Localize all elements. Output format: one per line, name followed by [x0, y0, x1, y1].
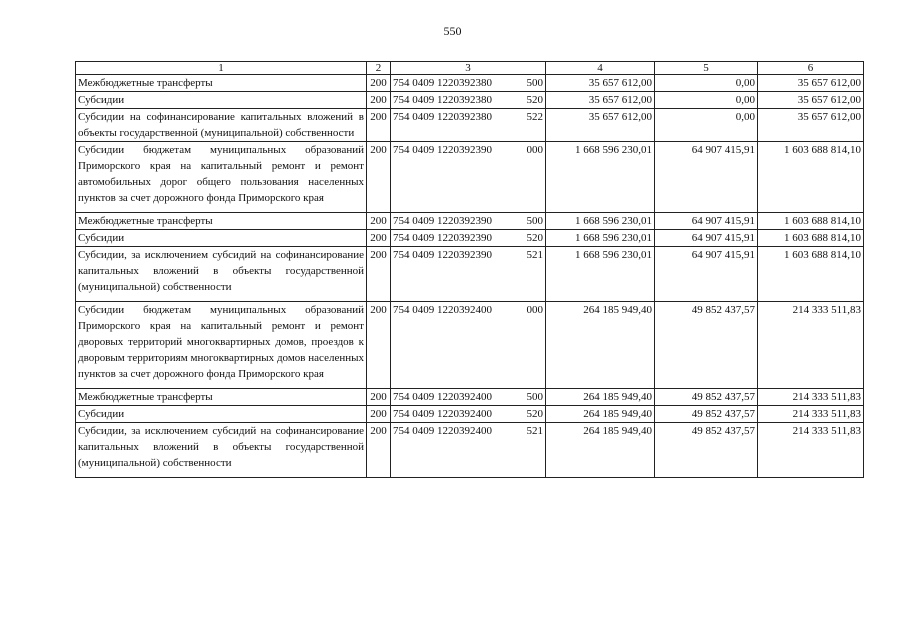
row-col-5: 0,00: [655, 109, 758, 142]
row-code-cell: [391, 75, 546, 92]
row-expense-type: 000: [526, 144, 543, 156]
row-col-6: 35 657 612,00: [758, 75, 864, 92]
row-expense-type: 500: [526, 215, 543, 227]
row-code-cell: [391, 247, 546, 302]
row-classification-code: 754 0409 1220392380: [393, 77, 492, 89]
row-name: Межбюджетные трансферты: [76, 213, 367, 230]
row-col-2: 200: [367, 423, 391, 478]
row-col-6: 35 657 612,00: [758, 109, 864, 142]
row-name: Субсидии бюджетам муниципальных образований Приморского края на капитальный ремонт и ремонт дворовых территорий многоквартирных домов, проездов к дворовым территориям многоквартирных домов населенных пунктов за счет дорожного фонда Приморского края: [76, 302, 367, 389]
row-name: Субсидии, за исключением субсидий на софинансирование капитальных вложений в объекты государственной (муниципальной) собственности: [76, 247, 367, 302]
row-col-4: 35 657 612,00: [546, 75, 655, 92]
row-classification-code: 754 0409 1220392380: [393, 94, 492, 106]
row-col-5: 49 852 437,57: [655, 423, 758, 478]
row-code-cell: [391, 230, 546, 247]
row-classification-code: 754 0409 1220392390: [393, 144, 492, 156]
table-row: [76, 230, 864, 247]
row-classification-code: 754 0409 1220392400: [393, 304, 492, 316]
row-col-5: 0,00: [655, 92, 758, 109]
table-row: [76, 389, 864, 406]
row-expense-type: 521: [526, 249, 543, 261]
table-body: [76, 75, 864, 478]
table-row: [76, 302, 864, 389]
row-name: Субсидии бюджетам муниципальных образований Приморского края на капитальный ремонт и ремонт автомобильных дорог общего пользования населенных пунктов за счет дорожного фонда Приморского края: [76, 142, 367, 213]
row-code-cell: [391, 142, 546, 213]
row-col-2: 200: [367, 92, 391, 109]
row-col-2: 200: [367, 75, 391, 92]
row-expense-type: 500: [526, 391, 543, 403]
row-name: Субсидии: [76, 92, 367, 109]
row-classification-code: 754 0409 1220392400: [393, 408, 492, 420]
row-expense-type: 000: [526, 304, 543, 316]
table-row: [76, 247, 864, 302]
budget-table: [75, 61, 864, 478]
table-row: [76, 406, 864, 423]
page-number: 550: [443, 24, 462, 38]
row-code-cell: [391, 302, 546, 389]
row-col-2: 200: [367, 213, 391, 230]
row-col-6: 1 603 688 814,10: [758, 213, 864, 230]
row-classification-code: 754 0409 1220392400: [393, 425, 492, 437]
table-row: [76, 213, 864, 230]
row-col-6: 1 603 688 814,10: [758, 142, 864, 213]
row-code-cell: [391, 109, 546, 142]
row-col-6: 214 333 511,83: [758, 423, 864, 478]
row-col-2: 200: [367, 389, 391, 406]
row-col-4: 264 185 949,40: [546, 423, 655, 478]
row-col-6: 214 333 511,83: [758, 302, 864, 389]
row-col-4: 264 185 949,40: [546, 389, 655, 406]
row-name: Субсидии на софинансирование капитальных вложений в объекты государственной (муниципальной) собственности: [76, 109, 367, 142]
row-code-cell: [391, 389, 546, 406]
row-col-4: 1 668 596 230,01: [546, 247, 655, 302]
row-col-2: 200: [367, 230, 391, 247]
row-expense-type: 520: [526, 94, 543, 106]
row-col-4: 264 185 949,40: [546, 406, 655, 423]
row-col-6: 214 333 511,83: [758, 406, 864, 423]
row-expense-type: 520: [526, 408, 543, 420]
table-row: [76, 142, 864, 213]
row-name: Межбюджетные трансферты: [76, 389, 367, 406]
row-col-4: 1 668 596 230,01: [546, 213, 655, 230]
row-col-5: 64 907 415,91: [655, 213, 758, 230]
header-col-4: 4: [546, 62, 655, 75]
row-code-cell: [391, 213, 546, 230]
row-code-cell: [391, 92, 546, 109]
row-col-4: 35 657 612,00: [546, 109, 655, 142]
table-row: [76, 92, 864, 109]
row-col-4: 264 185 949,40: [546, 302, 655, 389]
row-col-2: 200: [367, 109, 391, 142]
row-col-5: 49 852 437,57: [655, 389, 758, 406]
row-classification-code: 754 0409 1220392400: [393, 391, 492, 403]
row-col-4: 1 668 596 230,01: [546, 230, 655, 247]
row-col-6: 1 603 688 814,10: [758, 230, 864, 247]
row-col-5: 64 907 415,91: [655, 142, 758, 213]
row-expense-type: 522: [526, 111, 543, 123]
row-classification-code: 754 0409 1220392390: [393, 232, 492, 244]
row-col-6: 214 333 511,83: [758, 389, 864, 406]
table-row: [76, 423, 864, 478]
header-col-6: 6: [758, 62, 864, 75]
row-col-5: 64 907 415,91: [655, 230, 758, 247]
row-col-2: 200: [367, 247, 391, 302]
row-col-5: 64 907 415,91: [655, 247, 758, 302]
row-col-5: 49 852 437,57: [655, 406, 758, 423]
header-col-1: 1: [76, 62, 367, 75]
row-name: Субсидии, за исключением субсидий на софинансирование капитальных вложений в объекты государственной (муниципальной) собственности: [76, 423, 367, 478]
row-col-4: 1 668 596 230,01: [546, 142, 655, 213]
header-col-2: 2: [367, 62, 391, 75]
table-row: [76, 75, 864, 92]
row-classification-code: 754 0409 1220392380: [393, 111, 492, 123]
row-expense-type: 500: [526, 77, 543, 89]
row-code-cell: [391, 423, 546, 478]
row-col-6: 35 657 612,00: [758, 92, 864, 109]
row-col-2: 200: [367, 302, 391, 389]
row-name: Субсидии: [76, 230, 367, 247]
row-col-5: 49 852 437,57: [655, 302, 758, 389]
table-header-row: [76, 62, 864, 75]
row-col-2: 200: [367, 142, 391, 213]
row-name: Субсидии: [76, 406, 367, 423]
row-col-2: 200: [367, 406, 391, 423]
row-classification-code: 754 0409 1220392390: [393, 215, 492, 227]
row-expense-type: 521: [526, 425, 543, 437]
table-row: [76, 109, 864, 142]
row-name: Межбюджетные трансферты: [76, 75, 367, 92]
row-code-cell: [391, 406, 546, 423]
row-col-6: 1 603 688 814,10: [758, 247, 864, 302]
row-classification-code: 754 0409 1220392390: [393, 249, 492, 261]
row-col-4: 35 657 612,00: [546, 92, 655, 109]
header-col-5: 5: [655, 62, 758, 75]
row-expense-type: 520: [526, 232, 543, 244]
row-col-5: 0,00: [655, 75, 758, 92]
header-col-3: 3: [391, 62, 546, 75]
